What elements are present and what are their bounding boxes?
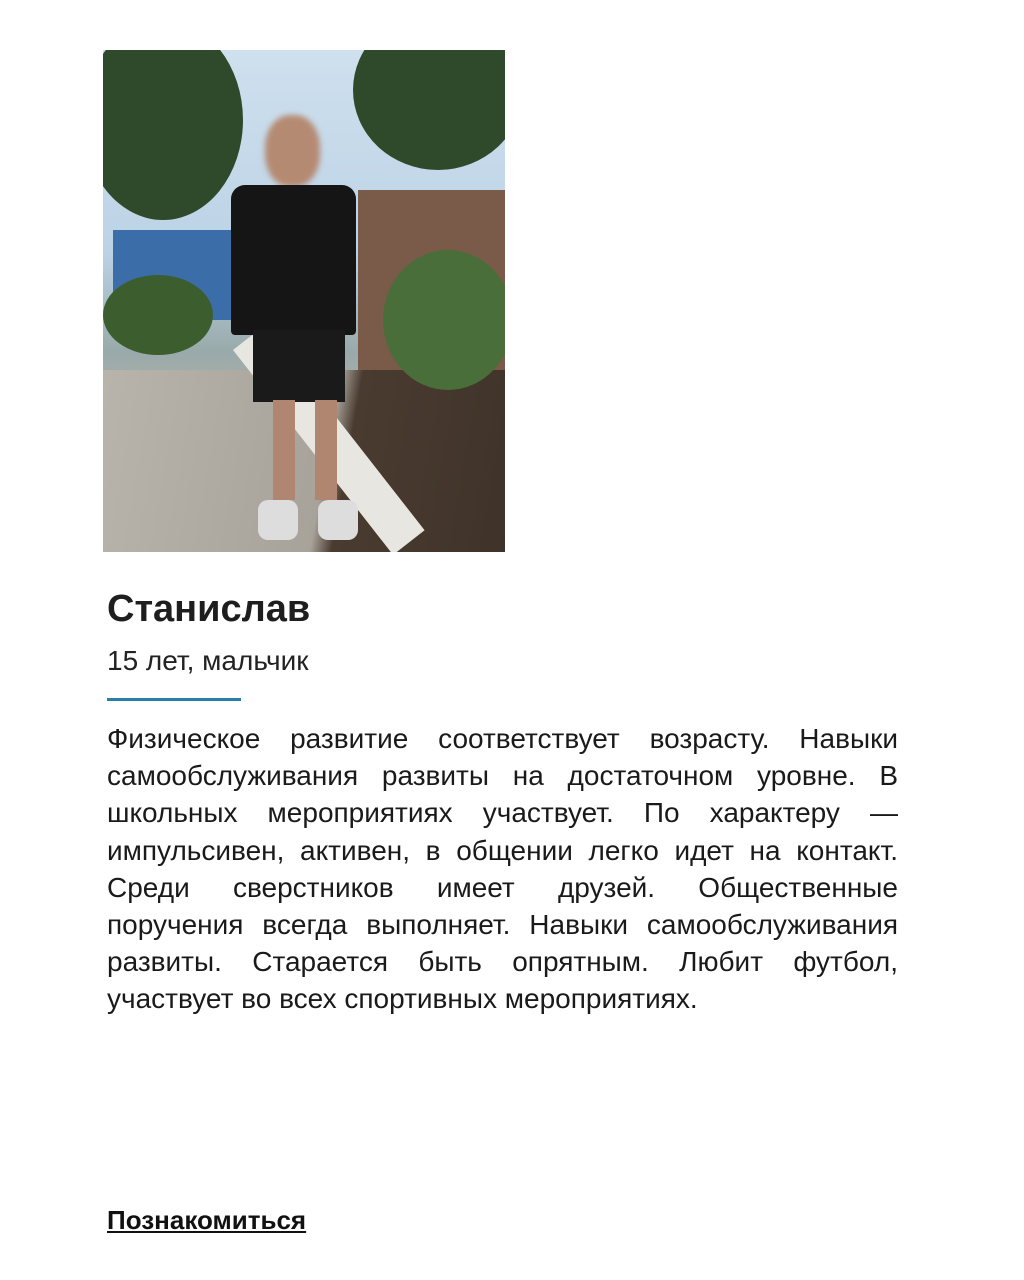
photo-bush	[103, 275, 213, 355]
photo-tree	[353, 50, 505, 170]
photo-leg	[315, 400, 337, 500]
child-name: Станислав	[107, 588, 311, 630]
accent-divider	[107, 698, 241, 701]
photo-shoe	[258, 500, 298, 540]
child-age-gender: 15 лет, мальчик	[107, 645, 309, 676]
photo-shirt	[231, 185, 356, 335]
photo-head-blurred	[265, 115, 320, 187]
child-description: Физическое развитие соответствует возрасту. Навыки самообслуживания развиты на достаточном уровне. В школьных мероприятиях участвует. По характеру — импульсивен, активен, в общении легко идет на контакт. Среди сверстников имеет друзей. Общественные поручения всегда выполняет. Навыки самообслуживания развиты. Старается быть опрятным. Любит футбол, участвует во всех спортивных мероприятиях.	[107, 723, 898, 1015]
photo-shorts	[253, 330, 345, 402]
photo-leg	[273, 400, 295, 500]
meet-link[interactable]: Познакомиться	[107, 1205, 307, 1235]
photo-tree	[103, 50, 243, 220]
photo-bush	[383, 250, 505, 390]
profile-photo	[103, 50, 505, 552]
photo-shoe	[318, 500, 358, 540]
